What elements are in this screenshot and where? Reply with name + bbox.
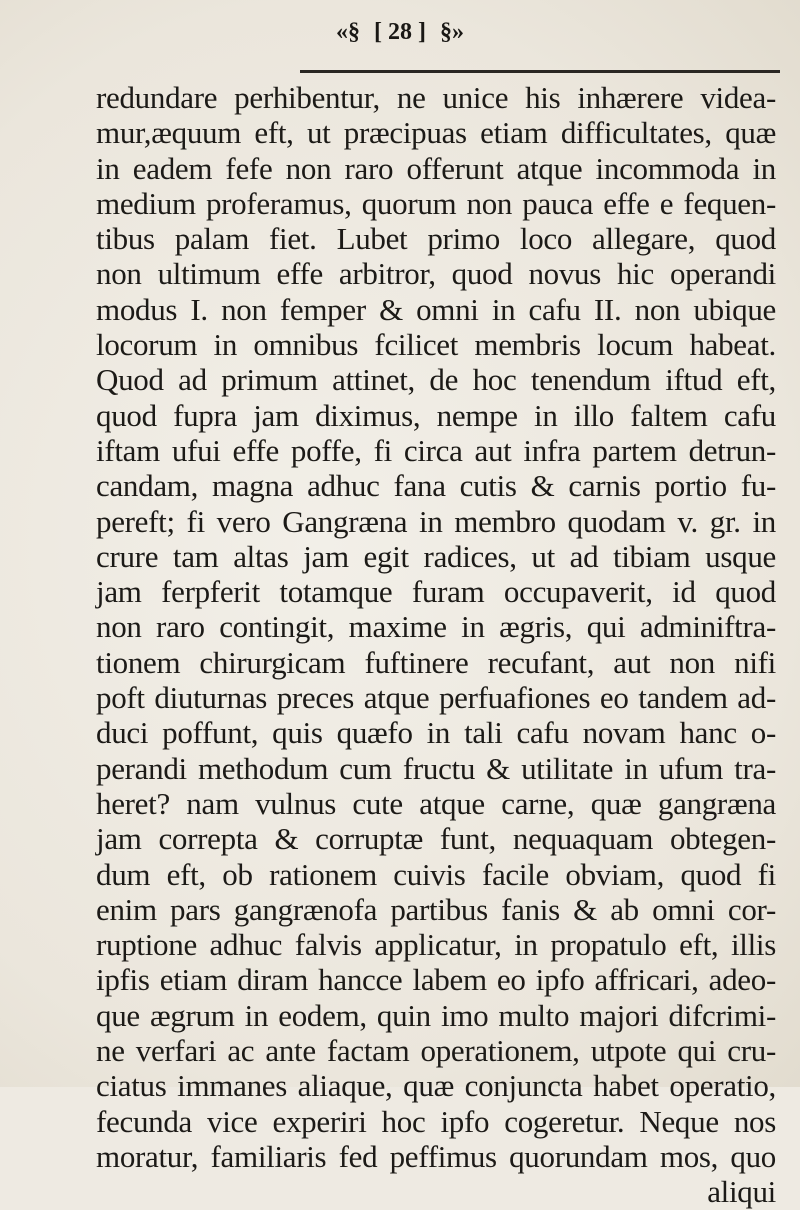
text-line: que ægrum in eodem, quin imo multo majori difcrimi- xyxy=(96,997,776,1033)
text-line: in eadem fefe non raro offerunt atque incommoda in xyxy=(96,150,776,186)
text-line: modus I. non femper & omni in cafu II. non ubique xyxy=(96,291,776,327)
header-ornament-right: §» xyxy=(439,19,464,45)
text-line: medium proferamus, quorum non pauca effe e fequen- xyxy=(96,185,776,221)
text-line: dum eft, ob rationem cuivis facile obviam, quod fi xyxy=(96,856,776,892)
text-line: jam ferpferit totamque furam occupaverit, id quod xyxy=(96,574,776,610)
text-line: enim pars gangrænofa partibus fanis & ab omni cor- xyxy=(96,891,776,927)
text-line: tionem chirurgicam fuftinere recufant, aut non nifi xyxy=(96,644,776,680)
text-line: Quod ad primum attinet, de hoc tenendum iftud eft, xyxy=(96,362,776,398)
text-line: fecunda vice experiri hoc ipfo cogeretur. Neque nos xyxy=(96,1103,776,1139)
body-text xyxy=(96,80,776,1210)
text-line: ruptione adhuc falvis applicatur, in propatulo eft, illis xyxy=(96,927,776,963)
page-number: [ 28 ] xyxy=(374,19,426,45)
text-line: non ultimum effe arbitror, quod novus hic operandi xyxy=(96,256,776,292)
text-line: candam, magna adhuc fana cutis & carnis portio fu- xyxy=(96,468,776,504)
text-line: moratur, familiaris fed peffimus quorundam mos, quo xyxy=(96,1138,776,1174)
text-line: duci poffunt, quis quæfo in tali cafu novam hanc o- xyxy=(96,715,776,751)
text-line: quod fupra jam diximus, nempe in illo faltem cafu xyxy=(96,397,776,433)
text-line: crure tam altas jam egit radices, ut ad tibiam usque xyxy=(96,538,776,574)
text-line: non raro contingit, maxime in ægris, qui adminiftra- xyxy=(96,609,776,645)
text-line: tibus palam fiet. Lubet primo loco allegare, quod xyxy=(96,221,776,257)
text-line: ipfis etiam diram hancce labem eo ipfo affricari, adeo- xyxy=(96,962,776,998)
text-line: ciatus immanes aliaque, quæ conjuncta habet operatio, xyxy=(96,1068,776,1104)
text-line: ne verfari ac ante factam operationem, utpote qui cru- xyxy=(96,1033,776,1069)
text-line: jam correpta & corruptæ funt, nequaquam obtegen- xyxy=(96,821,776,857)
running-header xyxy=(0,12,800,52)
text-line: mur,æquum eft, ut præcipuas etiam difficultates, quæ xyxy=(96,115,776,151)
catchword: aliqui xyxy=(707,1174,776,1210)
text-line: iftam ufui effe poffe, fi circa aut infra partem detrun- xyxy=(96,432,776,468)
text-line: perandi methodum cum fructu & utilitate in ufum tra- xyxy=(96,750,776,786)
text-line: heret? nam vulnus cute atque carne, quæ gangræna xyxy=(96,785,776,821)
text-line: redundare perhibentur, ne unice his inhærere videa- xyxy=(96,80,776,115)
header-ornament-left: «§ xyxy=(336,19,360,45)
header-rule xyxy=(300,70,780,73)
text-line: poft diuturnas preces atque perfuafiones eo tandem ad- xyxy=(96,680,776,716)
text-line: locorum in omnibus fcilicet membris locum habeat. xyxy=(96,327,776,363)
text-line: pereft; fi vero Gangræna in membro quodam v. gr. in xyxy=(96,503,776,539)
